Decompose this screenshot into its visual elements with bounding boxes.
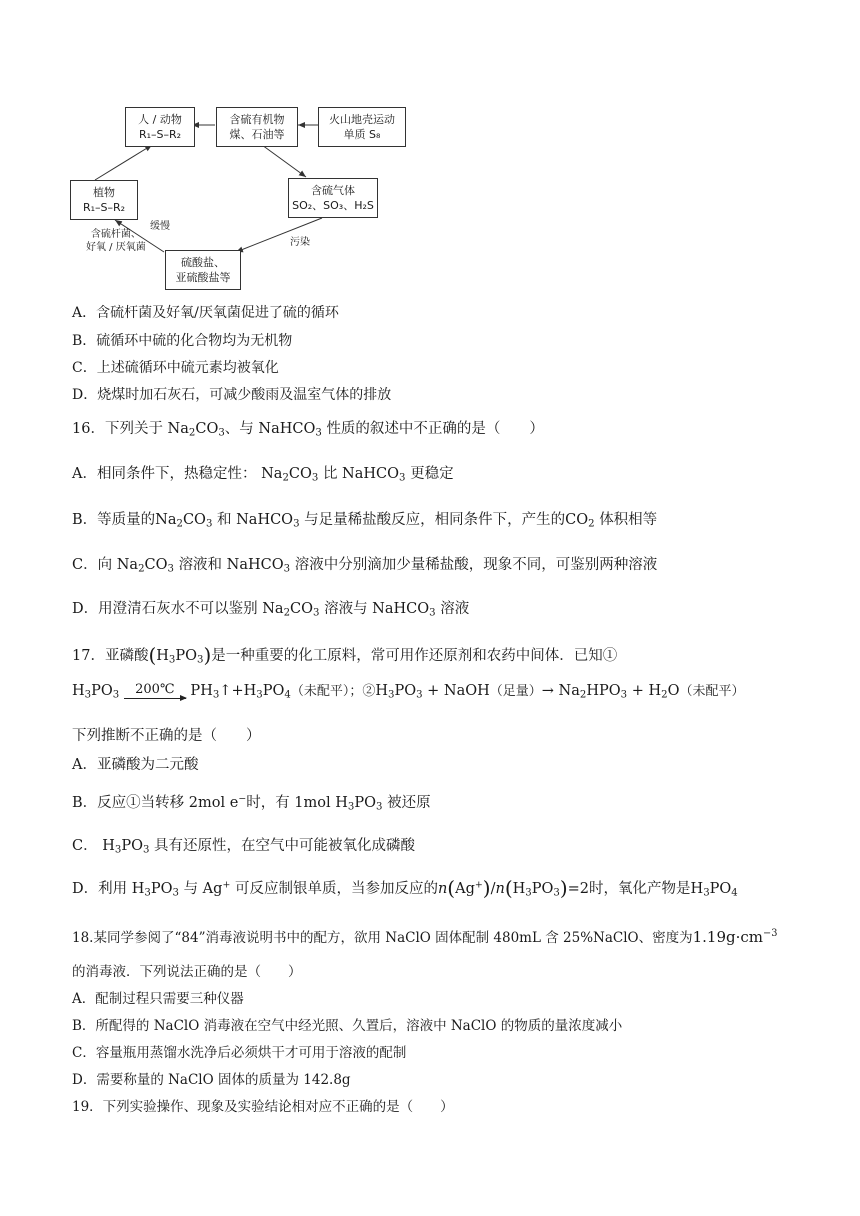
box-organic-sulfur: 含硫有机物 煤、石油等: [216, 107, 298, 147]
q18-option-c[interactable]: C．容量瓶用蒸馏水洗净后必须烘干才可用于溶液的配制: [72, 1045, 407, 1061]
label-slow: 缓慢: [150, 221, 170, 232]
q18-option-b[interactable]: B．所配得的 NaClO 消毒液在空气中经光照、久置后，溶液中 NaClO 的物质的量浓度减小: [72, 1018, 623, 1034]
arrow-plant-to-animal: [95, 145, 152, 180]
q17-question: 下列推断不正确的是（ ）: [72, 728, 261, 744]
q19-stem: 19．下列实验操作、现象及实验结论相对应不正确的是（ ）: [72, 1099, 454, 1115]
label-pollution: 污染: [290, 237, 310, 248]
box-animal: 人 / 动物 R₁–S–R₂: [125, 107, 195, 147]
box-sulfur-gas: 含硫气体 SO₂、SO₃、H₂S: [288, 178, 378, 218]
box-plant: 植物 R₁–S–R₂: [70, 180, 138, 220]
q18-stem-cont: 的消毒液．下列说法正确的是（ ）: [72, 964, 302, 980]
q17-option-c[interactable]: C． $H_3PO_3$ 具有还原性，在空气中可能被氧化成磷酸: [72, 838, 416, 856]
q16-option-c[interactable]: C．向 $Na_2CO_3$ 溶液和 NaHCO$_3$ 溶液中分别滴加少量稀盐酸，现象不同，可鉴别两种溶液: [72, 557, 658, 575]
q18-option-a[interactable]: A．配制过程只需要三种仪器: [72, 991, 244, 1007]
sulfur-cycle-diagram: [60, 100, 420, 295]
box-sulfate: 硫酸盐、 亚硫酸盐等: [165, 250, 241, 290]
q15-option-b[interactable]: B．硫循环中硫的化合物均为无机物: [72, 333, 293, 349]
q16-stem: 16．下列关于 $Na_2CO_3$、与 NaHCO$_3$ 性质的叙述中不正确的是（ ）: [72, 421, 544, 439]
q18-stem: 18.某同学参阅了“84”消毒液说明书中的配方，欲用 NaClO 固体配制 480mL 含 25%NaClO、密度为$1.19g\cdot cm^{-3}$: [72, 928, 778, 946]
q17-stem: 17．亚磷酸$(H_3PO_3)$是一种重要的化工原料，常可用作还原剂和农药中间体．已知①: [72, 643, 618, 667]
q17-option-b[interactable]: B．反应①当转移 2mol e−时，有 1mol $H_3PO_3$ 被还原: [72, 793, 431, 813]
q16-option-d[interactable]: D．用澄清石灰水不可以鉴别 $Na_2CO_3$ 溶液与 NaHCO$_3$ 溶液: [72, 601, 470, 619]
q17-option-d[interactable]: D．利用 $H_3PO_3$ 与 Ag+ 可反应制银单质，当参加反应的$n(Ag^+)/n(H_3PO_3)=2$时，氧化产物是$H_3PO_4$: [72, 876, 738, 900]
q18-option-d[interactable]: D．需要称量的 NaClO 固体的质量为 142.8g: [72, 1072, 351, 1088]
label-bacteria: 含硫杆菌、 好氧 / 厌氧菌: [86, 229, 146, 253]
q15-option-d[interactable]: D．烧煤时加石灰石，可减少酸雨及温室气体的排放: [72, 387, 392, 403]
q15-option-c[interactable]: C．上述硫循环中硫元素均被氧化: [72, 360, 279, 376]
box-volcano: 火山地壳运动 单质 S₈: [318, 107, 406, 147]
q16-option-b[interactable]: B．等质量的$Na_2CO_3$ 和 NaHCO$_3$ 与足量稀盐酸反应，相同条件下，产生的$CO_2$ 体积相等: [72, 512, 658, 530]
q17-equations: $H_3PO_3$ 200℃ $PH_3↑+H_3PO_4$（未配平）；$②H_3PO_3$ + NaOH（足量）→ $Na_2HPO_3 + H_2O$（未配平）: [72, 682, 745, 701]
q15-option-a[interactable]: A．含硫杆菌及好氧/厌氧菌促进了硫的循环: [72, 305, 339, 321]
q16-option-a[interactable]: A．相同条件下，热稳定性： $Na_2CO_3$ 比 NaHCO$_3$ 更稳定: [72, 466, 454, 484]
reaction-arrow: 200℃: [124, 683, 186, 699]
arrow-organic-to-gas: [262, 145, 306, 177]
q17-option-a[interactable]: A．亚磷酸为二元酸: [72, 757, 199, 773]
